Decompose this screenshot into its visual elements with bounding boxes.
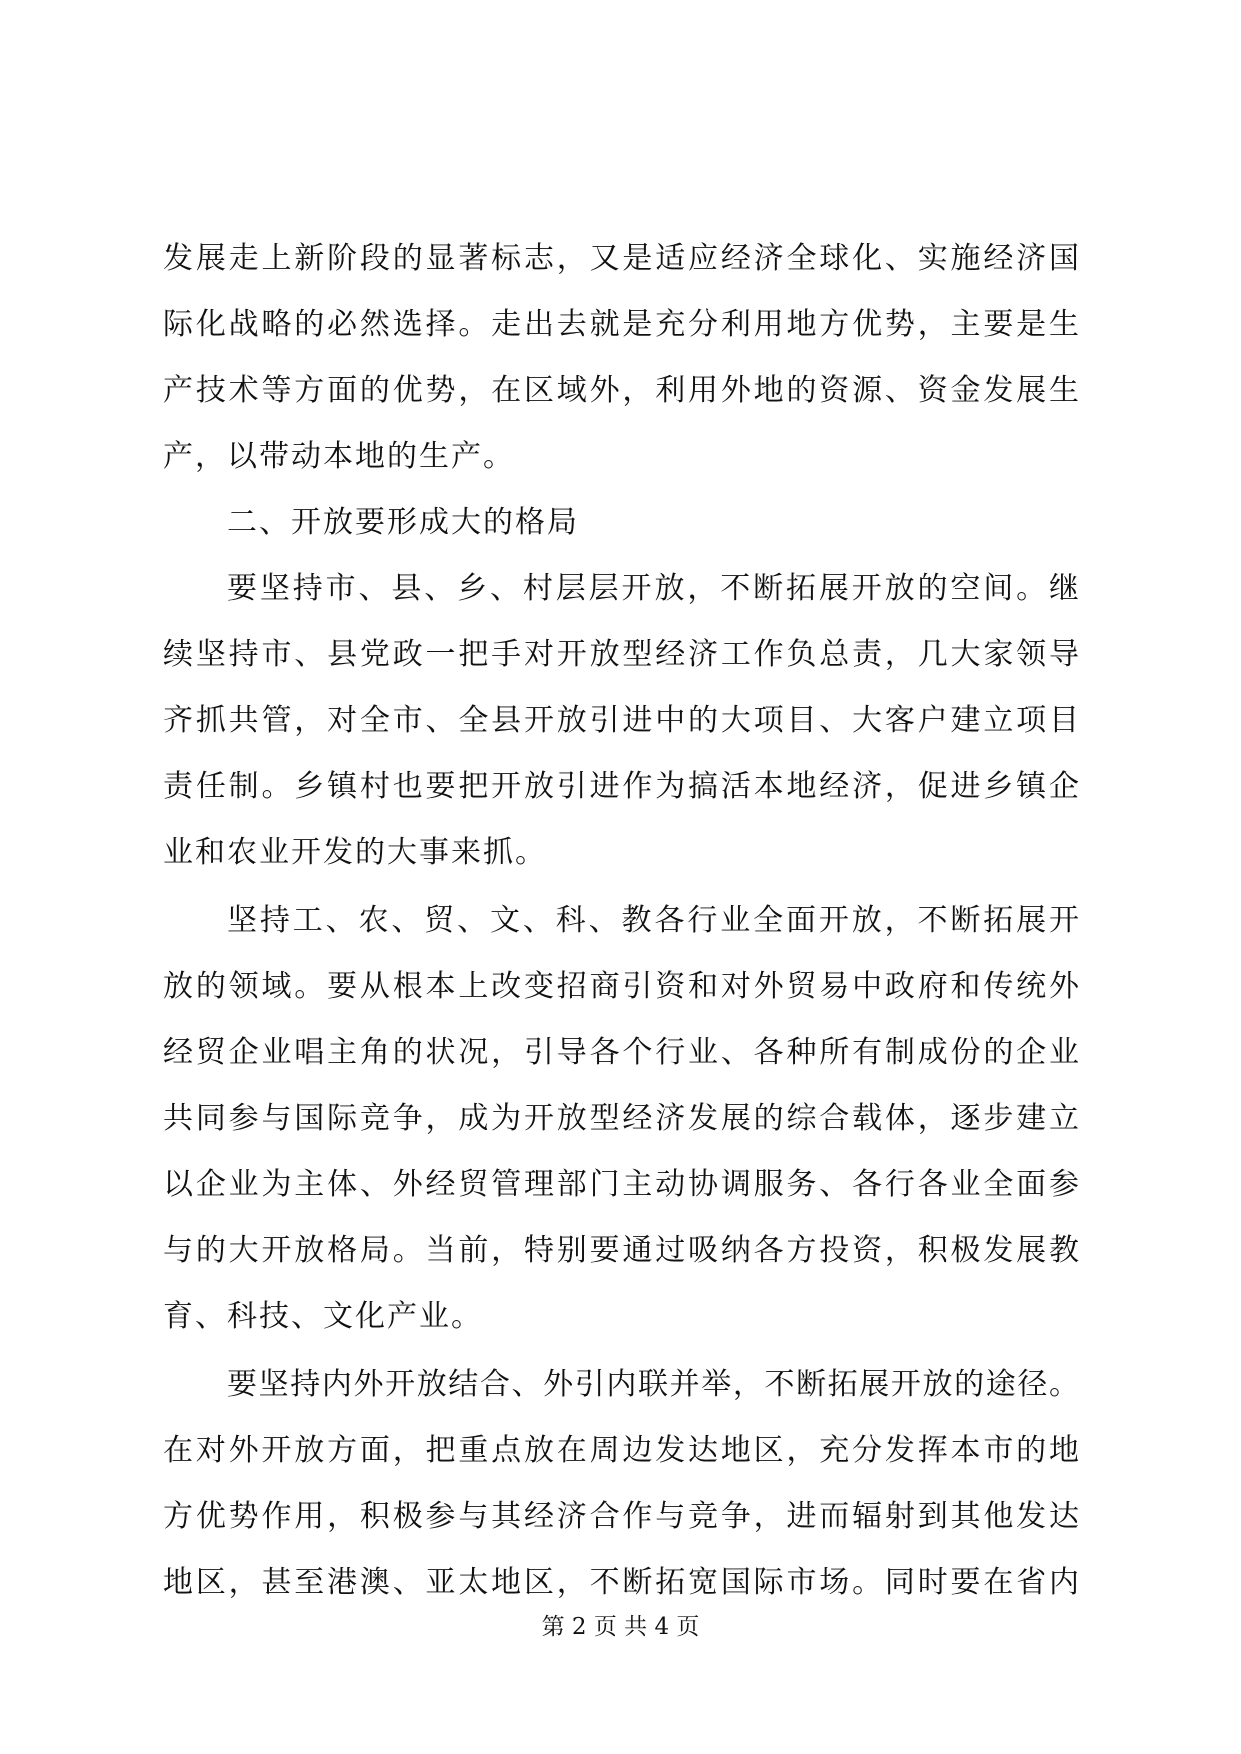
section-heading: 二、开放要形成大的格局 (227, 505, 579, 540)
text-line: 以企业为主体、外经贸管理部门主动协调服务、各行各业全面参 (163, 1167, 1079, 1202)
text-line: 责任制。乡镇村也要把开放引进作为搞活本地经济，促进乡镇企 (163, 769, 1079, 804)
text-line: 在对外开放方面，把重点放在周边发达地区，充分发挥本市的地 (163, 1433, 1079, 1468)
text-line: 发展走上新阶段的显著标志，又是适应经济全球化、实施经济国 (163, 241, 1079, 276)
document-body (163, 226, 1079, 1616)
text-line: 共同参与国际竞争，成为开放型经济发展的综合载体，逐步建立 (163, 1101, 1079, 1136)
text-line: 际化战略的必然选择。走出去就是充分利用地方优势，主要是生 (163, 307, 1079, 342)
text-line: 产，以带动本地的生产。 (163, 439, 515, 474)
text-line: 放的领域。要从根本上改变招商引资和对外贸易中政府和传统外 (163, 969, 1079, 1004)
text-line: 经贸企业唱主角的状况，引导各个行业、各种所有制成份的企业 (163, 1035, 1079, 1070)
text-line: 坚持工、农、贸、文、科、教各行业全面开放，不断拓展开 (227, 903, 1079, 938)
text-line: 育、科技、文化产业。 (163, 1299, 483, 1334)
text-line: 要坚持市、县、乡、村层层开放，不断拓展开放的空间。继 (227, 571, 1079, 606)
text-line: 齐抓共管，对全市、全县开放引进中的大项目、大客户建立项目 (163, 703, 1079, 738)
text-line: 方优势作用，积极参与其经济合作与竞争，进而辐射到其他发达 (163, 1499, 1079, 1534)
page-footer (0, 1608, 1241, 1641)
page-number-label: 第 2 页 共 4 页 (541, 1614, 700, 1640)
text-line: 要坚持内外开放结合、外引内联并举，不断拓展开放的途径。 (227, 1367, 1079, 1402)
text-line: 产技术等方面的优势，在区域外，利用外地的资源、资金发展生 (163, 373, 1079, 408)
text-line: 业和农业开发的大事来抓。 (163, 835, 547, 870)
text-line: 地区，甚至港澳、亚太地区，不断拓宽国际市场。同时要在省内 (163, 1565, 1079, 1600)
text-line: 续坚持市、县党政一把手对开放型经济工作负总责，几大家领导 (163, 637, 1079, 672)
text-line: 与的大开放格局。当前，特别要通过吸纳各方投资，积极发展教 (163, 1233, 1079, 1268)
